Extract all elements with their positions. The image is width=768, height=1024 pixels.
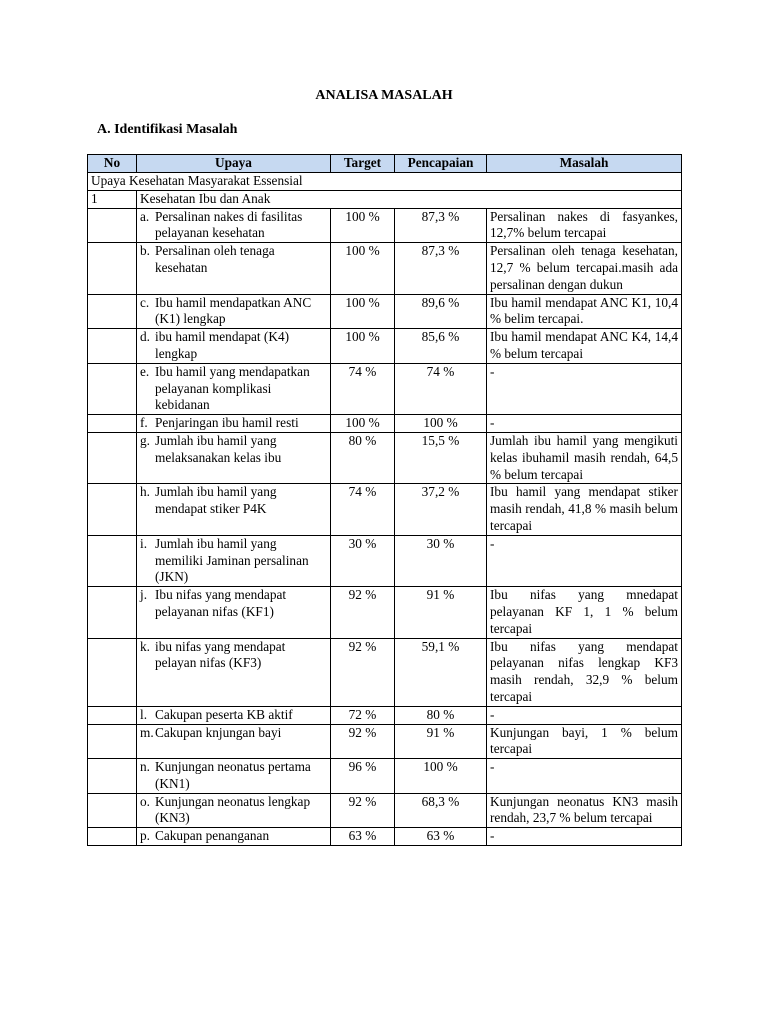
- row-target: 100 %: [331, 243, 395, 294]
- row-letter: g.: [140, 432, 150, 448]
- row-letter: b.: [140, 243, 150, 259]
- row-pencapaian: 59,1 %: [395, 638, 487, 706]
- row-letter: j.: [140, 587, 148, 603]
- header-no: No: [88, 155, 137, 173]
- row-letter: n.: [140, 759, 150, 775]
- table-row: [88, 638, 682, 706]
- row-letter: k.: [140, 638, 150, 654]
- row-target: 100 %: [331, 415, 395, 433]
- table-row: [88, 706, 682, 724]
- row-masalah: Kunjungan neonatus KN3 masih rendah, 23,7 % belum tercapai: [487, 793, 682, 828]
- row-no-cell: [88, 363, 137, 414]
- row-masalah: Persalinan nakes di fasyankes, 12,7% belum tercapai: [487, 208, 682, 243]
- row-upaya: Jumlah ibu hamil yang mendapat stiker P4K: [155, 484, 277, 517]
- row-upaya: Jumlah ibu hamil yang melaksanakan kelas ibu: [155, 432, 282, 465]
- row-masalah: -: [487, 706, 682, 724]
- row-no-cell: [88, 638, 137, 706]
- row-target: 30 %: [331, 535, 395, 586]
- row-upaya-cell: [137, 828, 331, 846]
- row-upaya: ibu hamil mendapat (K4) lengkap: [155, 329, 290, 361]
- row-letter: m.: [140, 724, 154, 740]
- row-letter: c.: [140, 294, 150, 310]
- subgroup-label: Kesehatan Ibu dan Anak: [137, 190, 682, 208]
- row-upaya-cell: [137, 329, 331, 364]
- row-target: 92 %: [331, 793, 395, 828]
- row-upaya-cell: [137, 243, 331, 294]
- row-letter: f.: [140, 415, 148, 431]
- table-row: [88, 535, 682, 586]
- row-upaya: ibu nifas yang mendapat pelayan nifas (KF3): [155, 638, 286, 671]
- row-upaya: Cakupan knjungan bayi: [155, 724, 282, 740]
- table-row: [88, 294, 682, 329]
- row-upaya: Persalinan oleh tenaga kesehatan: [155, 243, 275, 275]
- row-no-cell: [88, 724, 137, 759]
- row-upaya: Cakupan penanganan: [155, 828, 270, 844]
- row-pencapaian: 63 %: [395, 828, 487, 846]
- row-upaya-cell: [137, 294, 331, 329]
- row-masalah: -: [487, 759, 682, 794]
- row-letter: l.: [140, 706, 148, 722]
- row-masalah: Ibu hamil mendapat ANC K4, 14,4 % belum tercapai: [487, 329, 682, 364]
- row-no-cell: [88, 706, 137, 724]
- row-pencapaian: 91 %: [395, 724, 487, 759]
- subgroup-no: 1: [88, 190, 137, 208]
- row-upaya-cell: [137, 587, 331, 638]
- page-title: ANALISA MASALAH: [315, 88, 453, 103]
- row-upaya-cell: [137, 484, 331, 535]
- row-masalah: Ibu hamil mendapat ANC K1, 10,4 % belim tercapai.: [487, 294, 682, 329]
- row-target: 63 %: [331, 828, 395, 846]
- row-masalah: Ibu hamil yang mendapat stiker masih rendah, 41,8 % masih belum tercapai: [487, 484, 682, 535]
- row-target: 74 %: [331, 363, 395, 414]
- row-letter: p.: [140, 828, 150, 844]
- row-upaya: Ibu nifas yang mendapat pelayanan nifas (KF1): [155, 587, 287, 619]
- table-row: [88, 484, 682, 535]
- row-upaya-cell: [137, 724, 331, 759]
- row-letter: e.: [140, 363, 150, 379]
- header-pencapaian: Pencapaian: [395, 155, 487, 173]
- header-upaya: Upaya: [137, 155, 331, 173]
- row-upaya-cell: [137, 638, 331, 706]
- row-upaya: Penjaringan ibu hamil resti: [155, 415, 299, 431]
- row-target: 72 %: [331, 706, 395, 724]
- row-pencapaian: 100 %: [395, 415, 487, 433]
- row-letter: a.: [140, 208, 150, 224]
- table-row: [88, 724, 682, 759]
- row-upaya: Ibu hamil mendapatkan ANC (K1) lengkap: [155, 294, 312, 327]
- table-row: [88, 432, 682, 483]
- row-pencapaian: 15,5 %: [395, 432, 487, 483]
- row-upaya-cell: [137, 793, 331, 828]
- row-upaya-cell: [137, 535, 331, 586]
- row-upaya-cell: [137, 208, 331, 243]
- row-pencapaian: 30 %: [395, 535, 487, 586]
- row-upaya-cell: [137, 759, 331, 794]
- row-upaya-cell: [137, 415, 331, 433]
- table-row: [88, 793, 682, 828]
- table-row: [88, 587, 682, 638]
- row-upaya: Kunjungan neonatus lengkap (KN3): [155, 793, 311, 826]
- row-upaya: Cakupan peserta KB aktif: [155, 706, 293, 722]
- row-masalah: Jumlah ibu hamil yang mengikuti kelas ibuhamil masih rendah, 64,5 % belum tercapai: [487, 432, 682, 483]
- row-no-cell: [88, 793, 137, 828]
- row-letter: h.: [140, 484, 150, 500]
- row-pencapaian: 100 %: [395, 759, 487, 794]
- row-masalah: Ibu nifas yang mendapat pelayanan nifas lengkap KF3 masih rendah, 32,9 % belum tercapai: [487, 638, 682, 706]
- header-masalah: Masalah: [487, 155, 682, 173]
- subgroup-row: [88, 190, 682, 208]
- row-target: 100 %: [331, 329, 395, 364]
- table-row: [88, 828, 682, 846]
- row-masalah: Persalinan oleh tenaga kesehatan, 12,7 % belum tercapai.masih ada persalinan dengan dukun: [487, 243, 682, 294]
- table-row: [88, 329, 682, 364]
- row-no-cell: [88, 329, 137, 364]
- row-pencapaian: 91 %: [395, 587, 487, 638]
- row-target: 100 %: [331, 294, 395, 329]
- row-target: 92 %: [331, 724, 395, 759]
- table-row: [88, 243, 682, 294]
- row-masalah: -: [487, 415, 682, 433]
- row-masalah: -: [487, 535, 682, 586]
- row-target: 80 %: [331, 432, 395, 483]
- table-row: [88, 363, 682, 414]
- row-letter: i.: [140, 535, 148, 551]
- row-masalah: -: [487, 363, 682, 414]
- row-no-cell: [88, 294, 137, 329]
- row-pencapaian: 87,3 %: [395, 243, 487, 294]
- row-upaya-cell: [137, 363, 331, 414]
- row-masalah: Kunjungan bayi, 1 % belum tercapai: [487, 724, 682, 759]
- row-no-cell: [88, 759, 137, 794]
- row-pencapaian: 80 %: [395, 706, 487, 724]
- row-pencapaian: 68,3 %: [395, 793, 487, 828]
- header-target: Target: [331, 155, 395, 173]
- row-masalah: -: [487, 828, 682, 846]
- group-label: Upaya Kesehatan Masyarakat Essensial: [88, 173, 682, 191]
- row-no-cell: [88, 208, 137, 243]
- row-target: 96 %: [331, 759, 395, 794]
- row-pencapaian: 37,2 %: [395, 484, 487, 535]
- row-no-cell: [88, 243, 137, 294]
- row-masalah: Ibu nifas yang mnedapat pelayanan KF 1, 1 % belum tercapai: [487, 587, 682, 638]
- row-upaya: Ibu hamil yang mendapatkan pelayanan komplikasi kebidanan: [155, 363, 310, 413]
- row-no-cell: [88, 828, 137, 846]
- row-pencapaian: 89,6 %: [395, 294, 487, 329]
- row-no-cell: [88, 587, 137, 638]
- row-target: 92 %: [331, 638, 395, 706]
- row-letter: o.: [140, 793, 150, 809]
- table-row: [88, 415, 682, 433]
- row-letter: d.: [140, 329, 150, 345]
- section-heading: A. Identifikasi Masalah: [97, 122, 238, 137]
- table-row: [88, 208, 682, 243]
- row-upaya: Kunjungan neonatus pertama (KN1): [155, 759, 311, 791]
- table-row: [88, 759, 682, 794]
- row-upaya: Jumlah ibu hamil yang memiliki Jaminan persalinan (JKN): [155, 535, 309, 585]
- row-pencapaian: 85,6 %: [395, 329, 487, 364]
- row-upaya-cell: [137, 706, 331, 724]
- group-row: [88, 173, 682, 191]
- row-target: 74 %: [331, 484, 395, 535]
- table-header-row: [88, 155, 682, 173]
- row-no-cell: [88, 415, 137, 433]
- row-upaya: Persalinan nakes di fasilitas pelayanan kesehatan: [155, 208, 303, 241]
- row-pencapaian: 87,3 %: [395, 208, 487, 243]
- row-no-cell: [88, 484, 137, 535]
- row-no-cell: [88, 535, 137, 586]
- row-pencapaian: 74 %: [395, 363, 487, 414]
- row-no-cell: [88, 432, 137, 483]
- row-target: 100 %: [331, 208, 395, 243]
- row-upaya-cell: [137, 432, 331, 483]
- problem-table: [87, 154, 682, 846]
- row-target: 92 %: [331, 587, 395, 638]
